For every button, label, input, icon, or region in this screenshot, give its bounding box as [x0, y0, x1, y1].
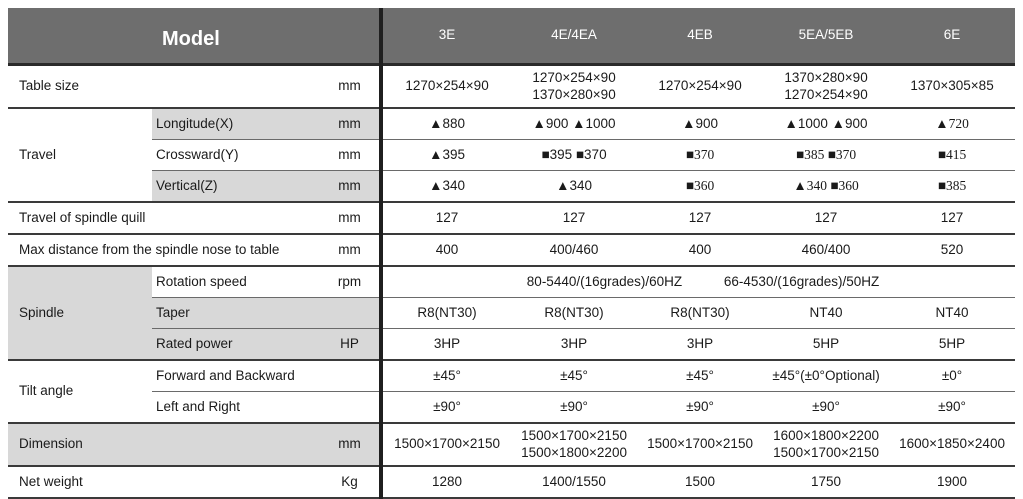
- value-cell: ±45°(±0°Optional): [763, 360, 889, 392]
- value-cell: ▲720: [889, 108, 1015, 140]
- sub-label: Taper: [152, 298, 320, 329]
- value-cell: 3HP: [511, 329, 637, 361]
- value-cell: 1500×1700×2150: [381, 423, 511, 466]
- row-taper: [8, 298, 1015, 329]
- sub-label: Rotation speed: [152, 266, 320, 298]
- row-quill: [8, 202, 1015, 234]
- unit-cell: [320, 298, 381, 329]
- row-tilt-fb: [8, 360, 1015, 392]
- sub-label: Crossward(Y): [152, 140, 320, 171]
- value-cell: NT40: [763, 298, 889, 329]
- group-label-travel: Travel: [8, 108, 152, 202]
- value-cell: 1400/1550: [511, 466, 637, 498]
- model-col-header: 6E: [889, 8, 1015, 65]
- value-cell: R8(NT30): [637, 298, 763, 329]
- row-label: Dimension: [8, 423, 320, 466]
- unit-cell: mm: [320, 423, 381, 466]
- unit-cell: mm: [320, 108, 381, 140]
- value-cell: 1500: [637, 466, 763, 498]
- value-line: 1500×1700×2150 1500×1800×2200: [521, 427, 627, 460]
- model-col-header: 5EA/5EB: [763, 8, 889, 65]
- value-cell: ■415: [889, 140, 1015, 171]
- row-max-distance: [8, 234, 1015, 266]
- value-cell: ±90°: [889, 392, 1015, 424]
- model-col-header: 4EB: [637, 8, 763, 65]
- value-cell: ±90°: [637, 392, 763, 424]
- unit-cell: mm: [320, 171, 381, 203]
- value-cell: NT40: [889, 298, 1015, 329]
- value-line: 1370×280×90 1270×254×90: [784, 69, 868, 102]
- value-cell: [763, 65, 889, 109]
- row-tilt-lr: [8, 392, 1015, 424]
- unit-cell: HP: [320, 329, 381, 361]
- value-cell: ▲900 ▲1000: [511, 108, 637, 140]
- value-cell: 1500×1700×2150: [637, 423, 763, 466]
- value-cell: 3HP: [381, 329, 511, 361]
- value-cell: 1600×1850×2400: [889, 423, 1015, 466]
- value-cell: ■385 ■370: [763, 140, 889, 171]
- unit-cell: [320, 360, 381, 392]
- value-cell: ▲900: [637, 108, 763, 140]
- row-rated-power: [8, 329, 1015, 361]
- sub-label: Vertical(Z): [152, 171, 320, 203]
- row-label: Net weight: [8, 466, 320, 498]
- model-col-header: 3E: [381, 8, 511, 65]
- value-cell: 400/460: [511, 234, 637, 266]
- value-cell: ▲340: [511, 171, 637, 203]
- value-cell: ▲340 ■360: [763, 171, 889, 203]
- value-cell: 1280: [381, 466, 511, 498]
- sub-label: Forward and Backward: [152, 360, 320, 392]
- sub-label: Rated power: [152, 329, 320, 361]
- row-label: Travel of spindle quill: [8, 202, 320, 234]
- unit-cell: mm: [320, 234, 381, 266]
- value-cell: ▲880: [381, 108, 511, 140]
- value-cell: 127: [381, 202, 511, 234]
- value-cell: 127: [637, 202, 763, 234]
- value-cell: 1270×254×90: [381, 65, 511, 109]
- value-cell: R8(NT30): [381, 298, 511, 329]
- unit-cell: rpm: [320, 266, 381, 298]
- value-cell: 400: [637, 234, 763, 266]
- row-table-size: [8, 65, 1015, 109]
- value-cell: ±45°: [637, 360, 763, 392]
- value-cell: ±90°: [511, 392, 637, 424]
- row-net-weight: [8, 466, 1015, 498]
- value-cell: ▲340: [381, 171, 511, 203]
- row-spindle-speed: [8, 266, 1015, 298]
- value-cell: 400: [381, 234, 511, 266]
- speed-60hz: 80-5440/(16grades)/60HZ: [526, 273, 683, 289]
- row-label: Table size: [8, 65, 320, 109]
- value-cell: ±0°: [889, 360, 1015, 392]
- value-cell: [763, 423, 889, 466]
- value-cell: ▲395: [381, 140, 511, 171]
- row-travel-x: [8, 108, 1015, 140]
- row-label: Max distance from the spindle nose to table: [8, 234, 320, 266]
- value-cell: R8(NT30): [511, 298, 637, 329]
- unit-cell: Kg: [320, 466, 381, 498]
- value-cell: ±45°: [381, 360, 511, 392]
- value-cell: 127: [511, 202, 637, 234]
- value-cell: ±45°: [511, 360, 637, 392]
- value-cell: ■360: [637, 171, 763, 203]
- value-cell: ±90°: [381, 392, 511, 424]
- unit-cell: mm: [320, 140, 381, 171]
- value-cell: 1270×254×90: [637, 65, 763, 109]
- header-row: [8, 8, 1015, 65]
- row-travel-y: [8, 140, 1015, 171]
- value-cell: 1370×305×85: [889, 65, 1015, 109]
- value-cell: 5HP: [889, 329, 1015, 361]
- row-dimension: [8, 423, 1015, 466]
- value-cell: 1900: [889, 466, 1015, 498]
- speed-50hz: 66-4530/(16grades)/50HZ: [723, 273, 880, 289]
- unit-cell: mm: [320, 65, 381, 109]
- value-cell: ±90°: [763, 392, 889, 424]
- value-cell: ■370: [637, 140, 763, 171]
- value-cell: 127: [889, 202, 1015, 234]
- value-cell: 460/400: [763, 234, 889, 266]
- sub-label: Left and Right: [152, 392, 320, 424]
- unit-cell: [320, 392, 381, 424]
- value-cell: 127: [763, 202, 889, 234]
- group-label-spindle: Spindle: [8, 266, 152, 360]
- model-col-header: 4E/4EA: [511, 8, 637, 65]
- row-travel-z: [8, 171, 1015, 203]
- model-header: Model: [8, 8, 381, 65]
- value-cell: ▲1000 ▲900: [763, 108, 889, 140]
- spec-table: [8, 8, 1015, 499]
- sub-label: Longitude(X): [152, 108, 320, 140]
- value-line: 1600×1800×2200 1500×1700×2150: [773, 427, 879, 460]
- unit-cell: mm: [320, 202, 381, 234]
- value-cell: 1750: [763, 466, 889, 498]
- value-cell: 520: [889, 234, 1015, 266]
- value-cell: 5HP: [763, 329, 889, 361]
- value-cell: 3HP: [637, 329, 763, 361]
- value-line: 1270×254×90 1370×280×90: [532, 69, 616, 102]
- value-cell: [511, 423, 637, 466]
- value-cell: [511, 65, 637, 109]
- value-cell: ■395 ■370: [511, 140, 637, 171]
- value-cell-merged: [381, 266, 1015, 298]
- group-label-tilt: Tilt angle: [8, 360, 152, 423]
- value-cell: ■385: [889, 171, 1015, 203]
